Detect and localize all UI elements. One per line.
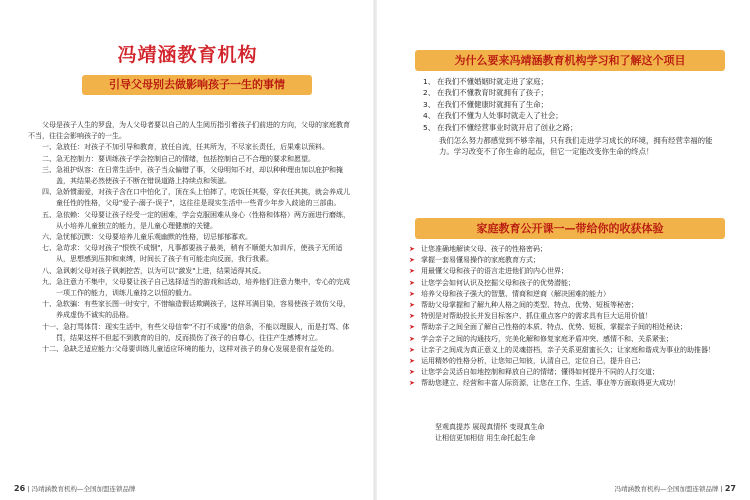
arrow-icon: ➤ (409, 334, 415, 343)
list-item: 十、急软骗：有些家长图一时安宁，不惜编造假话欺瞒孩子，这样耳满目染，容易使孩子效仿父母，养成虚伪不诚实的品格。 (42, 300, 350, 320)
list-item: 1、 在我们不懂婚姻时就走进了家庭； (423, 77, 548, 86)
arrow-icon: ➤ (409, 289, 415, 298)
subtitle-banner: 引导父母别去做影响孩子一生的事情 (82, 75, 312, 95)
list-item: 2、 在我们不懂教育时就拥有了孩子； (423, 88, 548, 98)
arrow-icon: ➤ (409, 368, 415, 377)
intro-paragraph: 父母是孩子人生的罗盘，为人父母者要以自己的人生阅历指引着孩子们前进的方向，父母的家庭教育不当，往往会影响孩子的一生。 (28, 121, 350, 141)
arrow-icon: ➤ (409, 345, 415, 354)
list-item: 二、急无控制力：要训练孩子学会控制自己的情绪，包括控制自己不合理的要求和愿望。 (42, 154, 315, 163)
list-item: ➤ 让您学会如何认识及挖掘父母和孩子的优势潜能； (409, 278, 729, 289)
section-banner-course: 家庭教育公开课一—带给你的收获体验 (415, 218, 725, 239)
list-item: 八、急讽刺父母对孩子讽刺挖苦，以为可以"激发"上进，结果适得其反。 (42, 266, 266, 275)
list-item: 3、 在我们不懂健康时就拥有了生命； (423, 99, 548, 109)
list-item: 三、急祖护纵容：在日常生活中，孩子当众偏错了事，父母明知不对，却以种种理由加以庇护和掩盖，其结果必然使孩子不断在错误道路上持续点和领滋。 (42, 165, 343, 186)
slogan-line: 让相信更加相信 用生命托起生命 (435, 433, 536, 442)
arrow-icon: ➤ (409, 379, 415, 388)
arrow-icon: ➤ (409, 323, 415, 332)
benefits-list (409, 244, 729, 390)
arrow-icon: ➤ (409, 278, 415, 287)
list-item: ➤ 帮助父母掌握和了解九种人格之间的类型、特点、优势、短板等秘密； (409, 300, 729, 311)
list-item: 六、急忧郁沉默：父母要培养儿童乐观幽默的性格，切忌郁郁寡欢。 (42, 233, 252, 242)
section-banner-why: 为什么要来冯靖涵教育机构学习和了解这个项目 (415, 50, 725, 71)
list-item: ➤ 掌握一套易懂易操作的家庭教育方式； (409, 255, 729, 266)
list-item: ➤ 帮助您建立、经营和丰富人际资源，让您在工作、生活、事业等方面取得更大成功！ (409, 378, 729, 389)
page-number: 26 (14, 484, 26, 493)
page-number: 27 (724, 484, 736, 493)
footer-divider: | (27, 485, 30, 493)
footer-divider: | (720, 485, 723, 493)
arrow-icon: ➤ (409, 256, 415, 265)
right-page (375, 0, 750, 500)
list-item: 七、急苛求：父母对孩子"恨铁不成钢"，凡事都要孩子最美，稍有不顺便大加训斥，使孩子无所适从，思想感到压抑和束缚，时间长了孩子有可能走向反面，我行我素。 (42, 244, 343, 264)
footer-text: 冯靖涵教育机构—全国加盟连锁品牌 (614, 485, 719, 493)
page-footer (615, 484, 737, 493)
reason-note: 我们怎么努力都感觉到不够幸福，只有我们走进学习成长的环境，拥有经营幸福的能力。学习改变不了你生命的起点，但它一定能改变你生命的终点！ (439, 136, 713, 157)
arrow-icon: ➤ (409, 312, 415, 321)
closing-slogans (435, 422, 735, 443)
list-item: ➤ 培养父母和孩子强大的智慧、情商和逆商（解决困难的能力） (409, 289, 729, 300)
arrow-icon: ➤ (409, 301, 415, 310)
list-item: 一、急放任：对孩子不加引导和教育，放任自流，任其所为，不尽家长责任，后果难以预料。 (42, 143, 329, 152)
list-item: 四、急娇惯溺爱，对孩子含在口中怕化了，顶在头上怕摔了，吃饭任其娶，穿衣任其挑，就会养成儿童任性的性格，父母"爱子-溺子-误子"，这往往是现实生活中一些青少年步入歧途的三部曲。 (42, 188, 350, 208)
list-item: ➤ 学会亲子之间的沟通技巧，完美化解和修复家庭矛盾冲突、感情不和、关系紧张； (409, 334, 729, 345)
article-body (28, 120, 353, 355)
list-item: 十一、急打骂体罚：现实生活中，有些父母信奉"不打不成器"的信条，不能以理服人，而是打骂、体罚，结果这样不但起不到教育的目的，反而损伤了孩子的自尊心，往往产生感博对立。 (42, 322, 350, 342)
page-title: 冯靖涵教育机构 (117, 44, 258, 66)
reasons-list (423, 76, 723, 133)
arrow-icon: ➤ (409, 357, 415, 366)
list-item: ➤ 特别是对帮助投长并发目标客户、抓住重点客户的需求具有巨大运用价值！ (409, 311, 729, 322)
page-footer (14, 484, 136, 493)
footer-text: 冯靖涵教育机构—全国加盟连锁品牌 (31, 485, 136, 493)
slogan-line: 坚观真提苏 展现真情怀 变现真生命 (435, 423, 545, 431)
list-item: ➤ 让亲子之间成为真正意义上的灵魂搭档，亲子关系更甜蜜长久；让家庭和谐成为事业的助推器！ (409, 345, 729, 356)
list-item: ➤ 帮助亲子之间全面了解自己性格的本质、特点、优势、短板，掌握亲子间的相处秘诀； (409, 322, 729, 333)
list-item: ➤ 让您学会灵活自如地控制和释放自己的情绪；懂得如何提升不同的人打交道； (409, 367, 729, 378)
list-item: 十二、急缺乏适应能力:父母要训练儿童适应环境的能力，这样对孩子的身心发展是很有益处的。 (42, 345, 339, 354)
list-item: 4、 在我们不懂为人处事时就走入了社会； (423, 111, 563, 121)
list-item: ➤ 运用精妙的性格分析，让您知己知彼，认清自己，定位自己，提升自己； (409, 356, 729, 367)
list-item: ➤ 让您准确地解读父母、孩子的性格密码； (409, 244, 729, 255)
arrow-icon: ➤ (409, 245, 415, 253)
list-item: 九、急注意力不集中，父母要让孩子自己选择适当的游戏和活动，培养他们注意力集中，专心的完成一项工作的能力，训练儿童持之以恒的毅力。 (42, 277, 350, 298)
list-item: ➤ 用最懂父母和孩子的语言走进他们的内心世界； (409, 266, 729, 277)
arrow-icon: ➤ (409, 267, 415, 276)
list-item: 5、 在我们不懂经营事业时就开启了创业之路； (423, 122, 578, 132)
list-item: 五、急依赖：父母要让孩子经受一定的困难，学会克服困难从身心（性格和体格）两方面进行磨练，从小培养儿童独立的能力，是儿童心理健康的关键。 (42, 210, 350, 230)
